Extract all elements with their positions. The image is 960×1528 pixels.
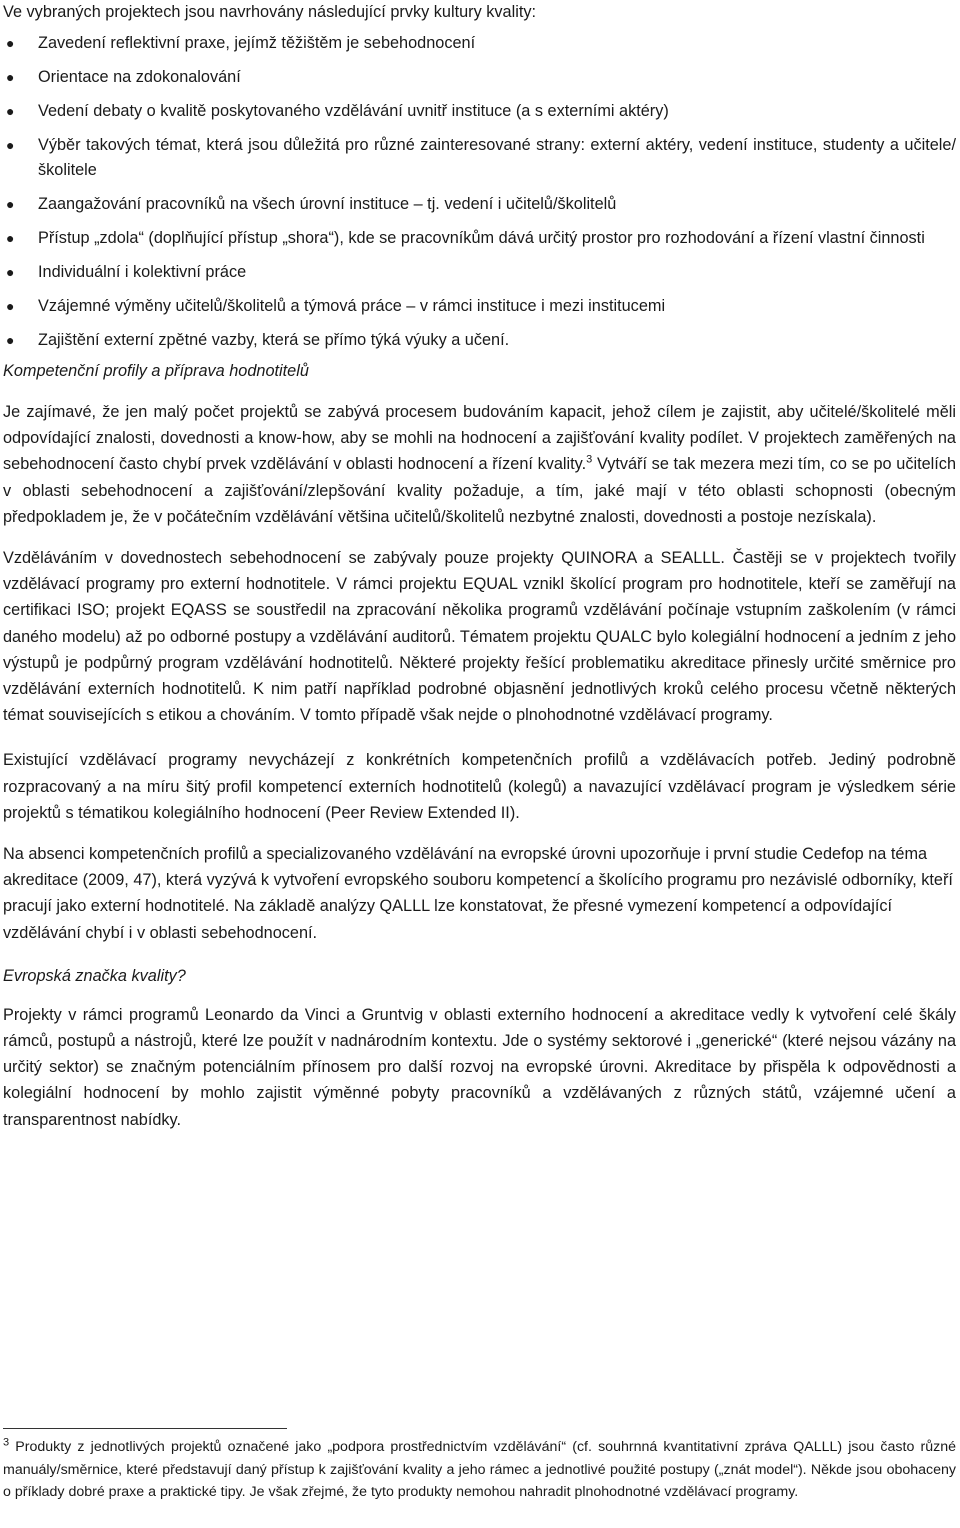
- footnote-separator: [3, 1428, 287, 1429]
- paragraph-capacity-building: [3, 399, 956, 530]
- intro-text: Ve vybraných projektech jsou navrhovány následující prvky kultury kvality:: [3, 3, 537, 21]
- list-item: [3, 65, 956, 90]
- list-item: [3, 192, 956, 217]
- list-item: [3, 133, 956, 183]
- paragraph-existing-programs: Existující vzdělávací programy nevycházejí z konkrétních kompetenčních profilů a vzdělávacích potřeb. Jediný podrobně rozpracovaný a na míru šitý profil kompetencí externích hodnotitelů (kolegů) a navazující vzdělávací program je výsledkem série projektů s tématikou kolegiálního hodnocení (Peer Review Extended II).: [3, 751, 956, 822]
- list-item: [3, 294, 956, 319]
- section-heading-competence: Kompetenční profily a příprava hodnotitelů: [3, 362, 309, 380]
- list-item: [3, 328, 956, 353]
- list-item-text: Individuální i kolektivní práce: [38, 263, 247, 281]
- bullet-icon: ●: [6, 298, 15, 314]
- list-item: [3, 260, 956, 285]
- paragraph-self-evaluation-training: Vzděláváním v dovednostech sebehodnocení se zabývaly pouze projekty QUINORA a SEALLL. Častěji se v projektech tvořily vzdělávací programy pro externí hodnotitele. V rámci projektu EQUAL vznikl školící program pro hodnotitele, kteří se zaměřují na certifikaci ISO; projekt EQASS se soustředil na zpracování několika programů vzdělávání počínaje vstupním zaškolením (v rámci daného modelu) až po odborné postupy a vzdělávání auditorů. Tématem projektu QUALC bylo kolegiální hodnocení a jedním z jeho výstupů je podpůrný program vzdělávání hodnotitelů. Některé projekty řešící problematiku akreditace přinesly určité směrnice pro vzdělávání externích hodnotitelů. K nim patří například podrobné objasnění jednotlivých kroků celého procesu včetně některých témat souvisejících s etikou a chováním. V tomto případě však nejde o plnohodnotné vzdělávací programy.: [3, 549, 956, 725]
- bullet-icon: ●: [6, 264, 15, 280]
- bullet-icon: ●: [6, 137, 15, 153]
- paragraph-text: Vytváří se tak mezera mezi tím, co se po učitelích v oblasti sebehodnocení a zajišťování/zlepšování kvality požaduje, a tím, jaké mají v této oblasti schopnosti (obecným předpokladem je, že v počátečním vzdělávání většina učitelů/školitelů nezbytné znalosti, dovednosti a postoje nezískala).: [3, 455, 956, 526]
- paragraph-cedefop-study: Na absenci kompetenčních profilů a specializovaného vzdělávání na evropské úrovni upozorňuje i první studie Cedefop na téma akreditace (2009, 47), která vyzývá k vytvoření evropského souboru kompetencí a školícího programu pro nezávislé odborníky, kteří pracují jako externí hodnotitelé. Na základě analýzy QALLL lze konstatovat, že přesné vymezení kompetencí a odpovídající vzdělávání chybí i v oblasti sebehodnocení.: [3, 845, 953, 942]
- footnote: [3, 1436, 956, 1504]
- bullet-icon: ●: [6, 332, 15, 348]
- list-item: [3, 226, 956, 251]
- footnote-reference: 3: [586, 453, 593, 466]
- list-item-text: Přístup „zdola“ (doplňující přístup „shora“), kde se pracovníkům dává určitý prostor pro rozhodování a řízení vlastní činnosti: [38, 229, 925, 247]
- paragraph-text: Je zajímavé, že jen malý počet projektů se zabývá procesem budováním kapacit, jehož cílem je zajistit, aby učitelé/školitelé měli odpovídající znalosti, dovednosti a know-how, aby se mohli na hodnocení a zajišťování kvality podílet. V projektech zaměřených na sebehodnocení často chybí prvek vzdělávání v oblasti hodnocení a řízení kvality.: [3, 403, 956, 474]
- list-item: [3, 31, 956, 56]
- list-item: [3, 99, 956, 124]
- bullet-icon: ●: [6, 69, 15, 85]
- paragraph-european-projects: Projekty v rámci programů Leonardo da Vinci a Gruntvig v oblasti externího hodnocení a akreditace vedly k vytvoření celé škály rámců, postupů a nástrojů, které lze použít v nadnárodním kontextu. Jde o systémy sektorové i „generické“ (které nejsou vázány na určitý sektor) se značným potenciálním přínosem pro další rozvoj na evropské úrovni. Akreditace by přispěla k odpovědnosti a kolegiální hodnocení by mohlo zajistit výměnné pobyty pracovníků a vzdělávaných z různých států, vzájemné učení a transparentnost nabídky.: [3, 1005, 956, 1129]
- footnote-text: Produkty z jednotlivých projektů označené jako „podpora prostřednictvím vzdělávání“ (cf. souhrnná kvantitativní zpráva QALLL) jsou často různé manuály/směrnice, které představují daný přístup k zajišťování kvality a jeho rámec a jednotlivé použité postupy („znát model“). Někde jsou obohaceny o příklady dobré praxe a praktické tipy. Je však zřejmé, že tyto produkty nemohou nahradit plnohodnotné vzdělávací programy.: [3, 1439, 956, 1500]
- culture-elements-list: [3, 31, 956, 353]
- list-item-text: Orientace na zdokonalování: [38, 68, 241, 86]
- bullet-icon: ●: [6, 35, 15, 51]
- bullet-icon: ●: [6, 230, 15, 246]
- footnote-marker: 3: [3, 1436, 10, 1449]
- list-item-text: Vedení debaty o kvalitě poskytovaného vzdělávání uvnitř instituce (a s externími aktéry): [38, 102, 669, 120]
- list-item-text: Zajištění externí zpětné vazby, která se přímo týká výuky a učení.: [38, 331, 510, 349]
- section-heading-quality-label: Evropská značka kvality?: [3, 966, 186, 985]
- list-item-text: Zavedení reflektivní praxe, jejímž těžištěm je sebehodnocení: [38, 34, 476, 52]
- bullet-icon: ●: [6, 196, 15, 212]
- bullet-icon: ●: [6, 103, 15, 119]
- list-item-text: Vzájemné výměny učitelů/školitelů a týmová práce – v rámci instituce i mezi institucemi: [38, 297, 666, 315]
- list-item-text: Výběr takových témat, která jsou důležitá pro různé zainteresované strany: externí aktéry, vedení instituce, studenty a učitele/školitele: [38, 136, 956, 179]
- list-item-text: Zaangažování pracovníků na všech úrovní instituce – tj. vedení i učitelů/školitelů: [38, 195, 617, 213]
